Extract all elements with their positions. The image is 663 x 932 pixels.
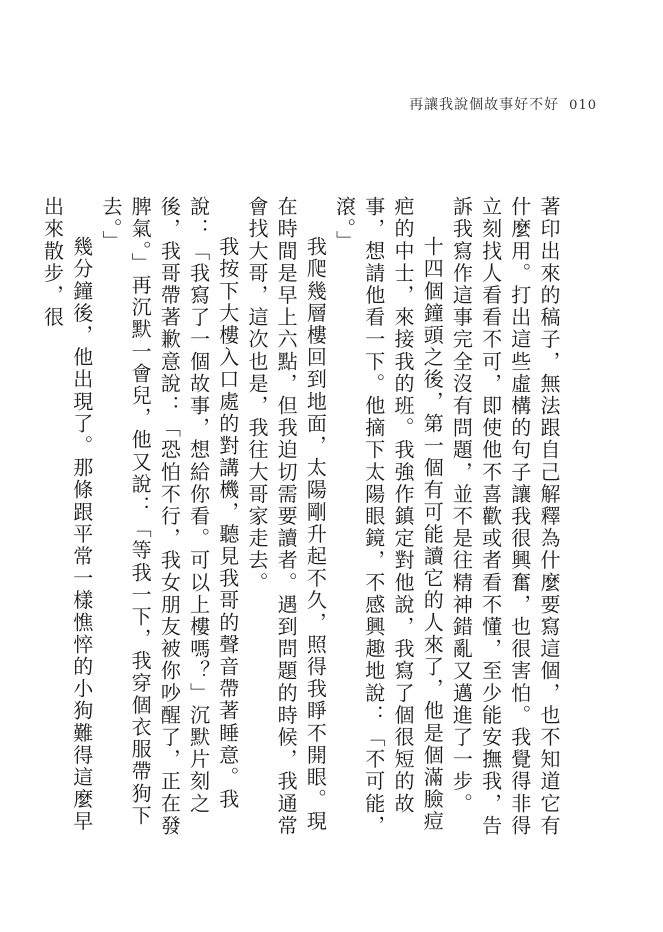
paragraph-1: 著印出來的稿子，無法跟自己解釋為什麼要寫這個，也不知道它有什麼用。打出這些虛構的句子讓我很興奮，也很害怕。我覺得非得立刻找人看看不可，即使他不喜歡或者看不懂，至少能安撫我，告訴我寫作這事完全沒有問題，並不是往精神錯亂又邁進了一步。	[449, 196, 561, 837]
body-text	[40, 196, 563, 846]
paragraph-3: 我爬幾層樓回到地面，太陽剛升起不久，照得我睜不開眼。現在時間是早上六點，但我迫切需要讀者。遇到問題的時候，我通常會找大哥，這次也是，我往大哥家走去。	[244, 196, 328, 837]
paragraph-4: 我按下大樓入口處的對講機，聽見我哥的聲音帶著睡意。我說：「我寫了一個故事，想給你看。可以上樓嗎？」沉默片刻之後，我哥帶著歉意說：「恐怕不行，我女朋友被你吵醒了，正在發脾氣。」再沉默一會兒，他又說：「等我一下，我穿個衣服帶狗下去。」	[98, 196, 240, 837]
page-number: 010	[569, 98, 597, 113]
paragraph-5: 幾分鐘後，他出現了。那條跟平常一樣憔悴的小狗難得這麼早出來散步，很	[40, 196, 94, 833]
running-head	[409, 94, 597, 114]
book-title: 再讓我說個故事好不好	[409, 97, 560, 113]
paragraph-2: 十四個鐘頭之後，第一個有可能讀它的人來了，他是個滿臉痘疤的中士，來接我的班。我強作鎮定對他說，我寫了個很短的故事，想請他看一下。他摘下太陽眼鏡，不感興趣地說：「不可能，滾。」	[332, 196, 445, 837]
